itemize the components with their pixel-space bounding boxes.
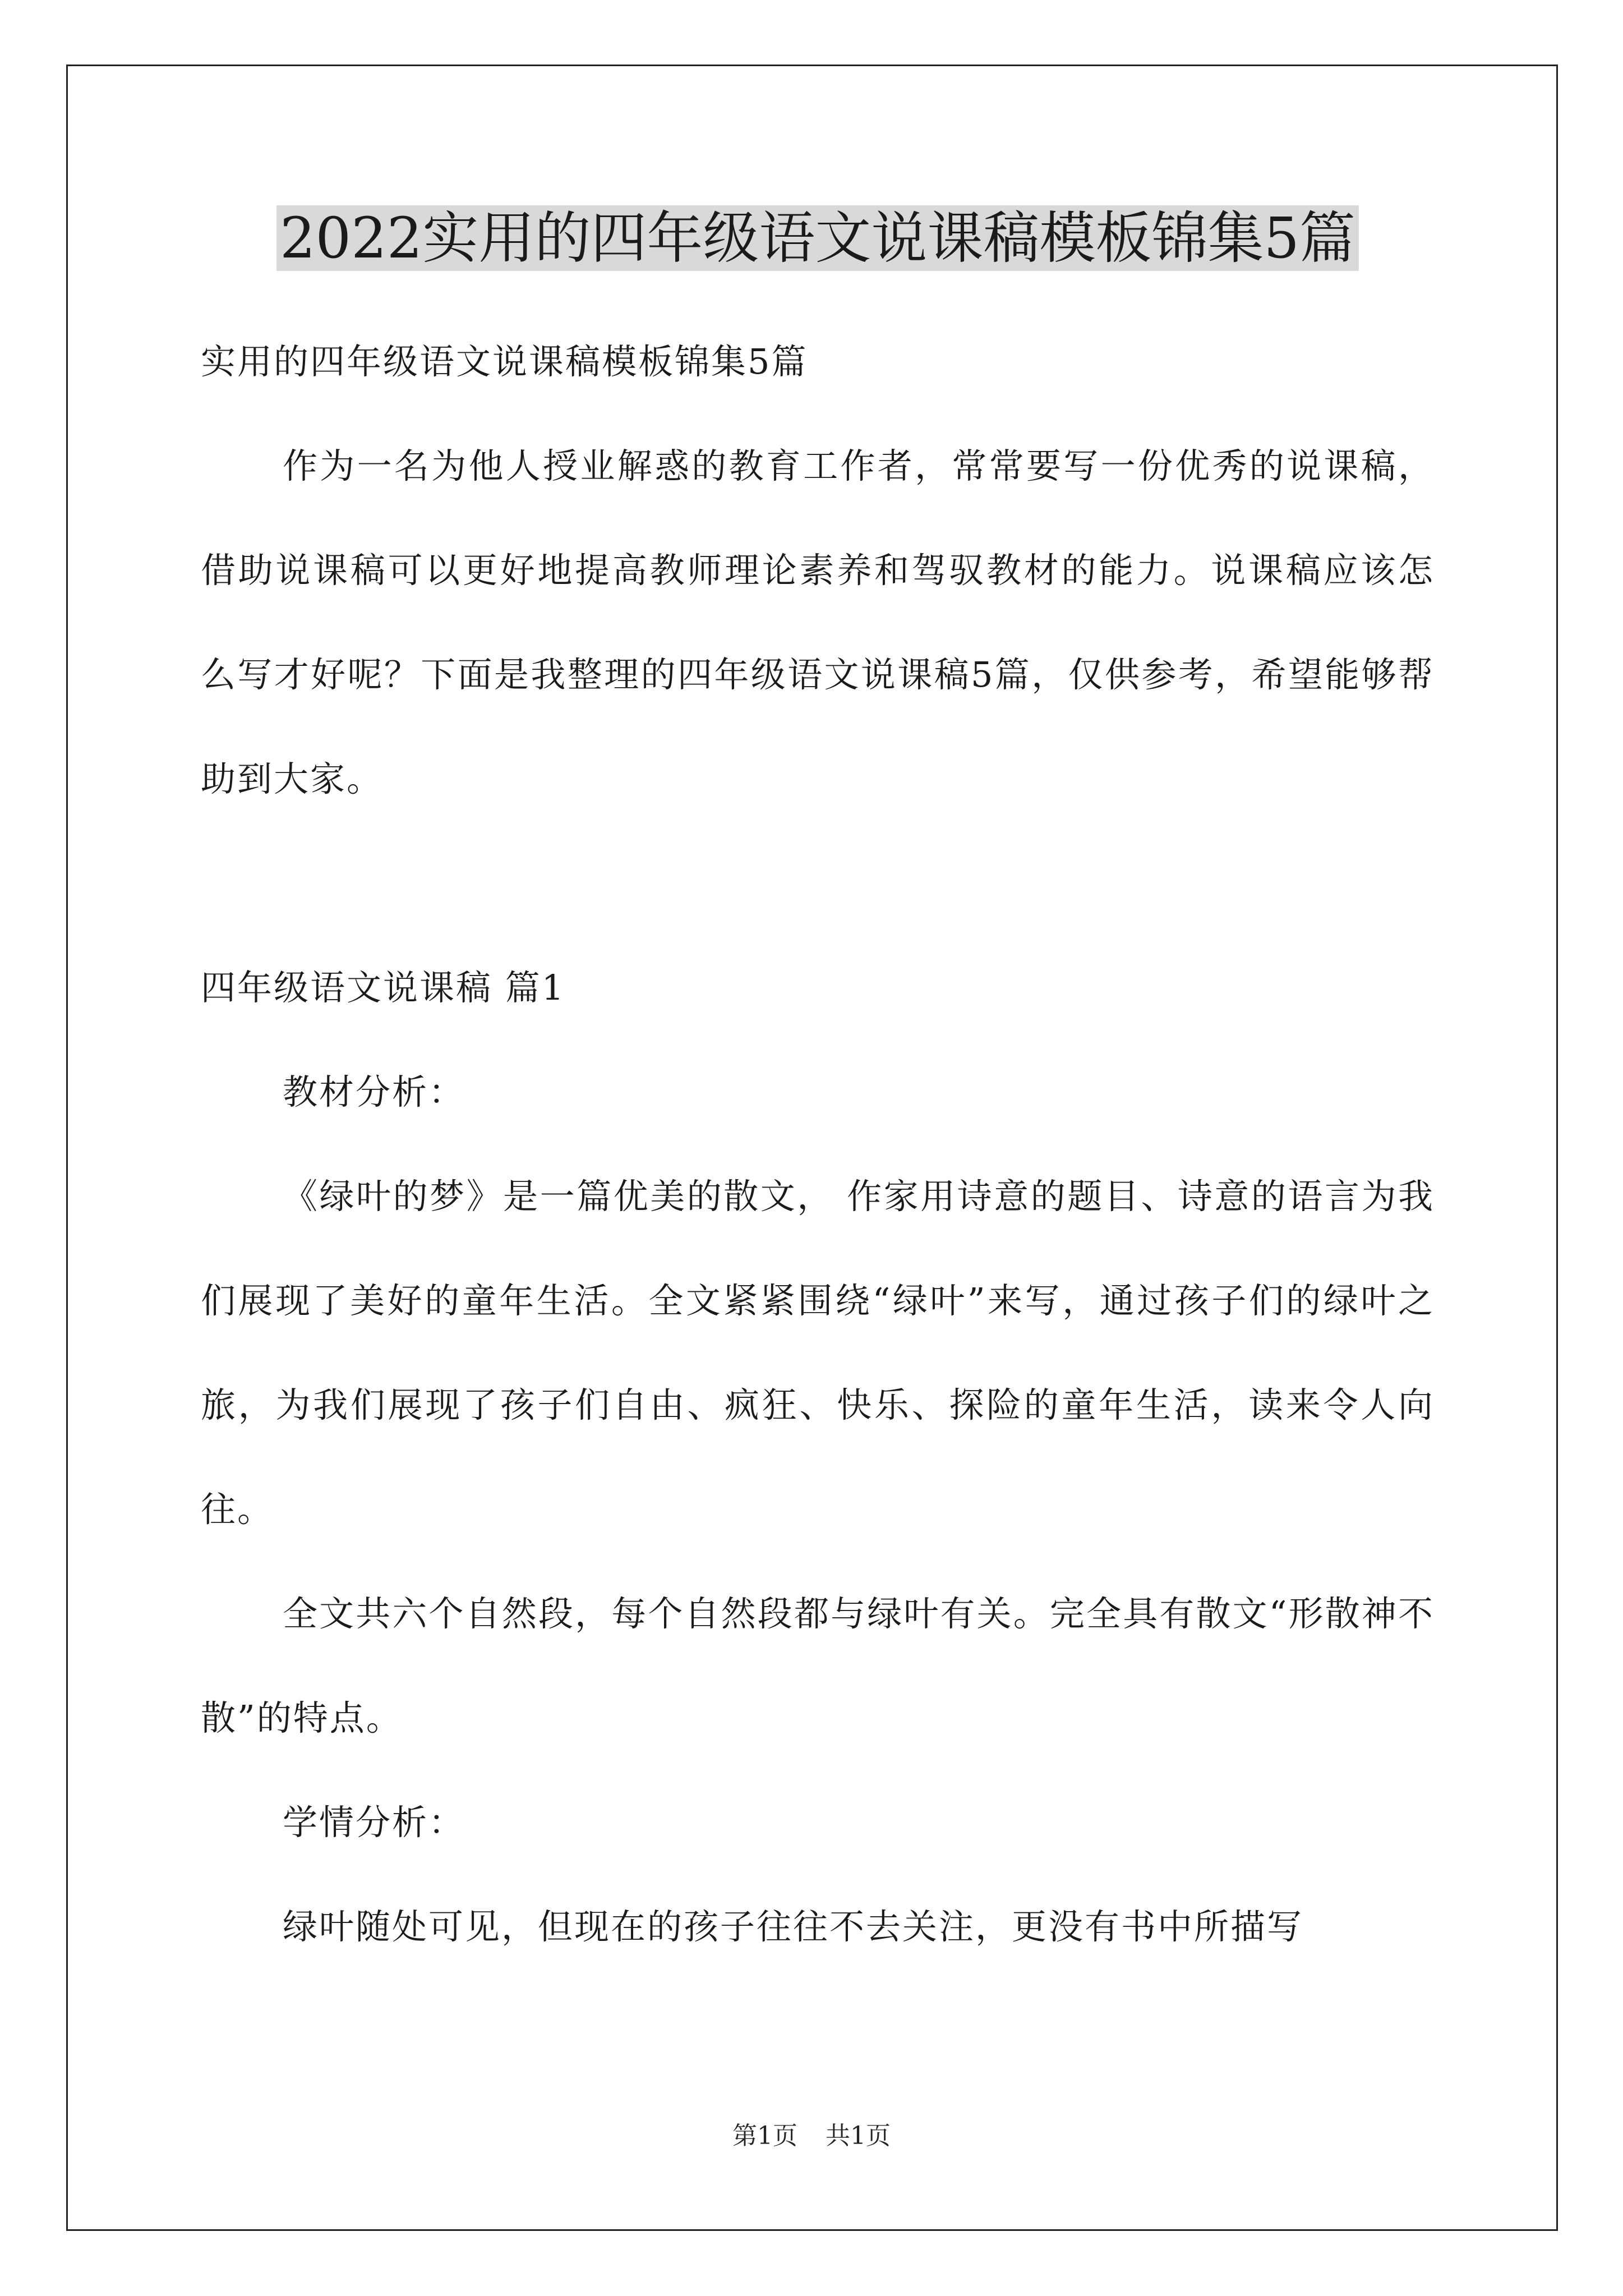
material-paragraph-2: 全文共六个自然段，每个自然段都与绿叶有关。完全具有散文“形散神不散”的特点。: [201, 1593, 1435, 1738]
section-heading: 四年级语文说课稿 篇1: [201, 967, 566, 1008]
student-analysis-label: 学情分析：: [283, 1802, 465, 1843]
student-paragraph-1: 绿叶随处可见，但现在的孩子往往不去关注，更没有书中所描写: [283, 1906, 1304, 1947]
document-title: [201, 202, 1435, 275]
page-number-current: 第1页: [732, 2122, 797, 2150]
material-analysis-label: 教材分析：: [283, 1071, 465, 1112]
page-number-total: 共1页: [826, 2122, 891, 2150]
intro-paragraph: 作为一名为他人授业解惑的教育工作者，常常要写一份优秀的说课稿，借助说课稿可以更好地提高教师理论素养和驾驭教材的能力。说课稿应该怎么写才好呢？下面是我整理的四年级语文说课稿5篇，仅供参考，希望能够帮助到大家。: [201, 445, 1435, 799]
document-title-text: 2022实用的四年级语文说课稿模板锦集5篇: [276, 205, 1359, 271]
page-footer: [0, 2119, 1623, 2153]
material-paragraph-1: 《绿叶的梦》是一篇优美的散文， 作家用诗意的题目、诗意的语言为我们展现了美好的童年生活。全文紧紧围绕“绿叶”来写，通过孩子们的绿叶之旅，为我们展现了孩子们自由、疯狂、快乐、探险的童年生活，读来令人向往。: [201, 1176, 1435, 1530]
document-subtitle: 实用的四年级语文说课稿模板锦集5篇: [201, 341, 808, 382]
